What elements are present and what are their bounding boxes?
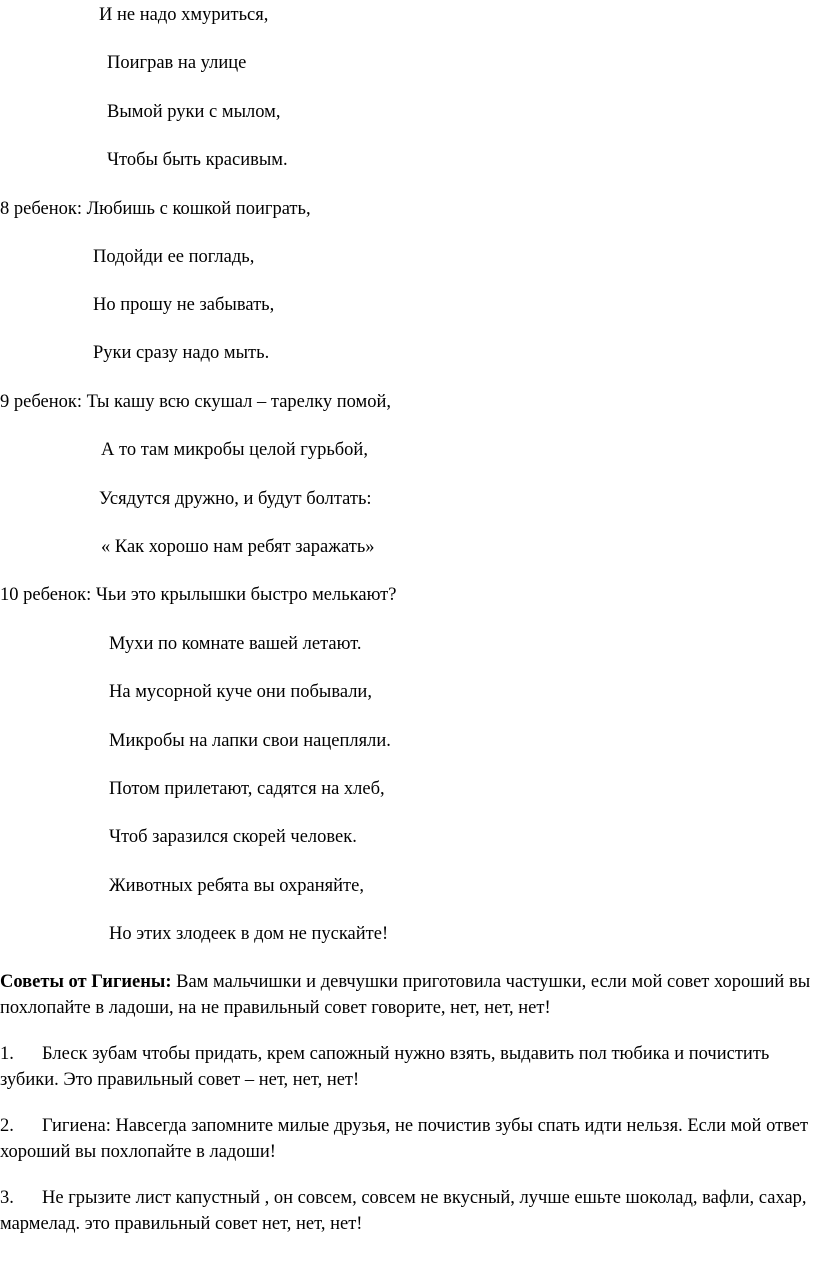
poem-line: « Как хорошо нам ребят заражать» (101, 537, 375, 557)
poem-line: И не надо хмуриться, (99, 5, 269, 25)
advice-item-number: 1. (0, 1044, 14, 1064)
advice-intro-text: Вам мальчишки и девчушки приготовила частушки, если мой совет хороший вы похлопайте в ладоши, на не правильный совет говорите, нет, нет, нет! (0, 972, 811, 1018)
poem-line: Но этих злодеек в дом не пускайте! (109, 924, 389, 944)
poem-line: 9 ребенок: Ты кашу всю скушал – тарелку помой, (0, 392, 392, 412)
poem-line: Поиграв на улице (107, 53, 247, 73)
advice-item-text: Гигиена: Навсегда запомните милые друзья, не почистив зубы спать идти нельзя. Если мой ответ хороший вы похлопайте в ладоши! (0, 1116, 809, 1162)
poem-line: Мухи по комнате вашей летают. (109, 634, 362, 654)
advice-item-text: Не грызите лист капустный , он совсем, совсем не вкусный, лучше ешьте шоколад, вафли, сахар, мармелад. это правильный совет нет, нет, нет! (0, 1188, 807, 1234)
advice-item-text: Блеск зубам чтобы придать, крем сапожный нужно взять, выдавить пол тюбика и почистить зубики. Это правильный совет – нет, нет, нет! (0, 1044, 770, 1090)
poem-line: Животных ребята вы охраняйте, (109, 876, 364, 896)
poem-line: Чтоб заразился скорей человек. (109, 827, 357, 847)
advice-item (0, 1185, 812, 1237)
poem-line: Микробы на лапки свои нацепляли. (109, 731, 391, 751)
advice-item (0, 1113, 812, 1165)
advice-item (0, 1041, 812, 1093)
poem-line: Потом прилетают, садятся на хлеб, (109, 779, 385, 799)
advice-item-number: 2. (0, 1116, 14, 1136)
advice-item-number: 3. (0, 1188, 14, 1208)
poem-line: Вымой руки с мылом, (107, 102, 281, 122)
poem-line: Усядутся дружно, и будут болтать: (99, 489, 372, 509)
poem-line: 10 ребенок: Чьи это крылышки быстро мелькают? (0, 585, 397, 605)
advice-heading: Советы от Гигиены: (0, 972, 172, 992)
poem-line: 8 ребенок: Любишь с кошкой поиграть, (0, 199, 311, 219)
poem-line: Подойди ее погладь, (93, 247, 255, 267)
advice-intro (0, 969, 812, 1021)
poem-line: Руки сразу надо мыть. (93, 343, 270, 363)
poem-line: А то там микробы целой гурьбой, (101, 440, 368, 460)
poem-line: Но прошу не забывать, (93, 295, 275, 315)
poem-line: Чтобы быть красивым. (107, 150, 288, 170)
poem-line: На мусорной куче они побывали, (109, 682, 372, 702)
